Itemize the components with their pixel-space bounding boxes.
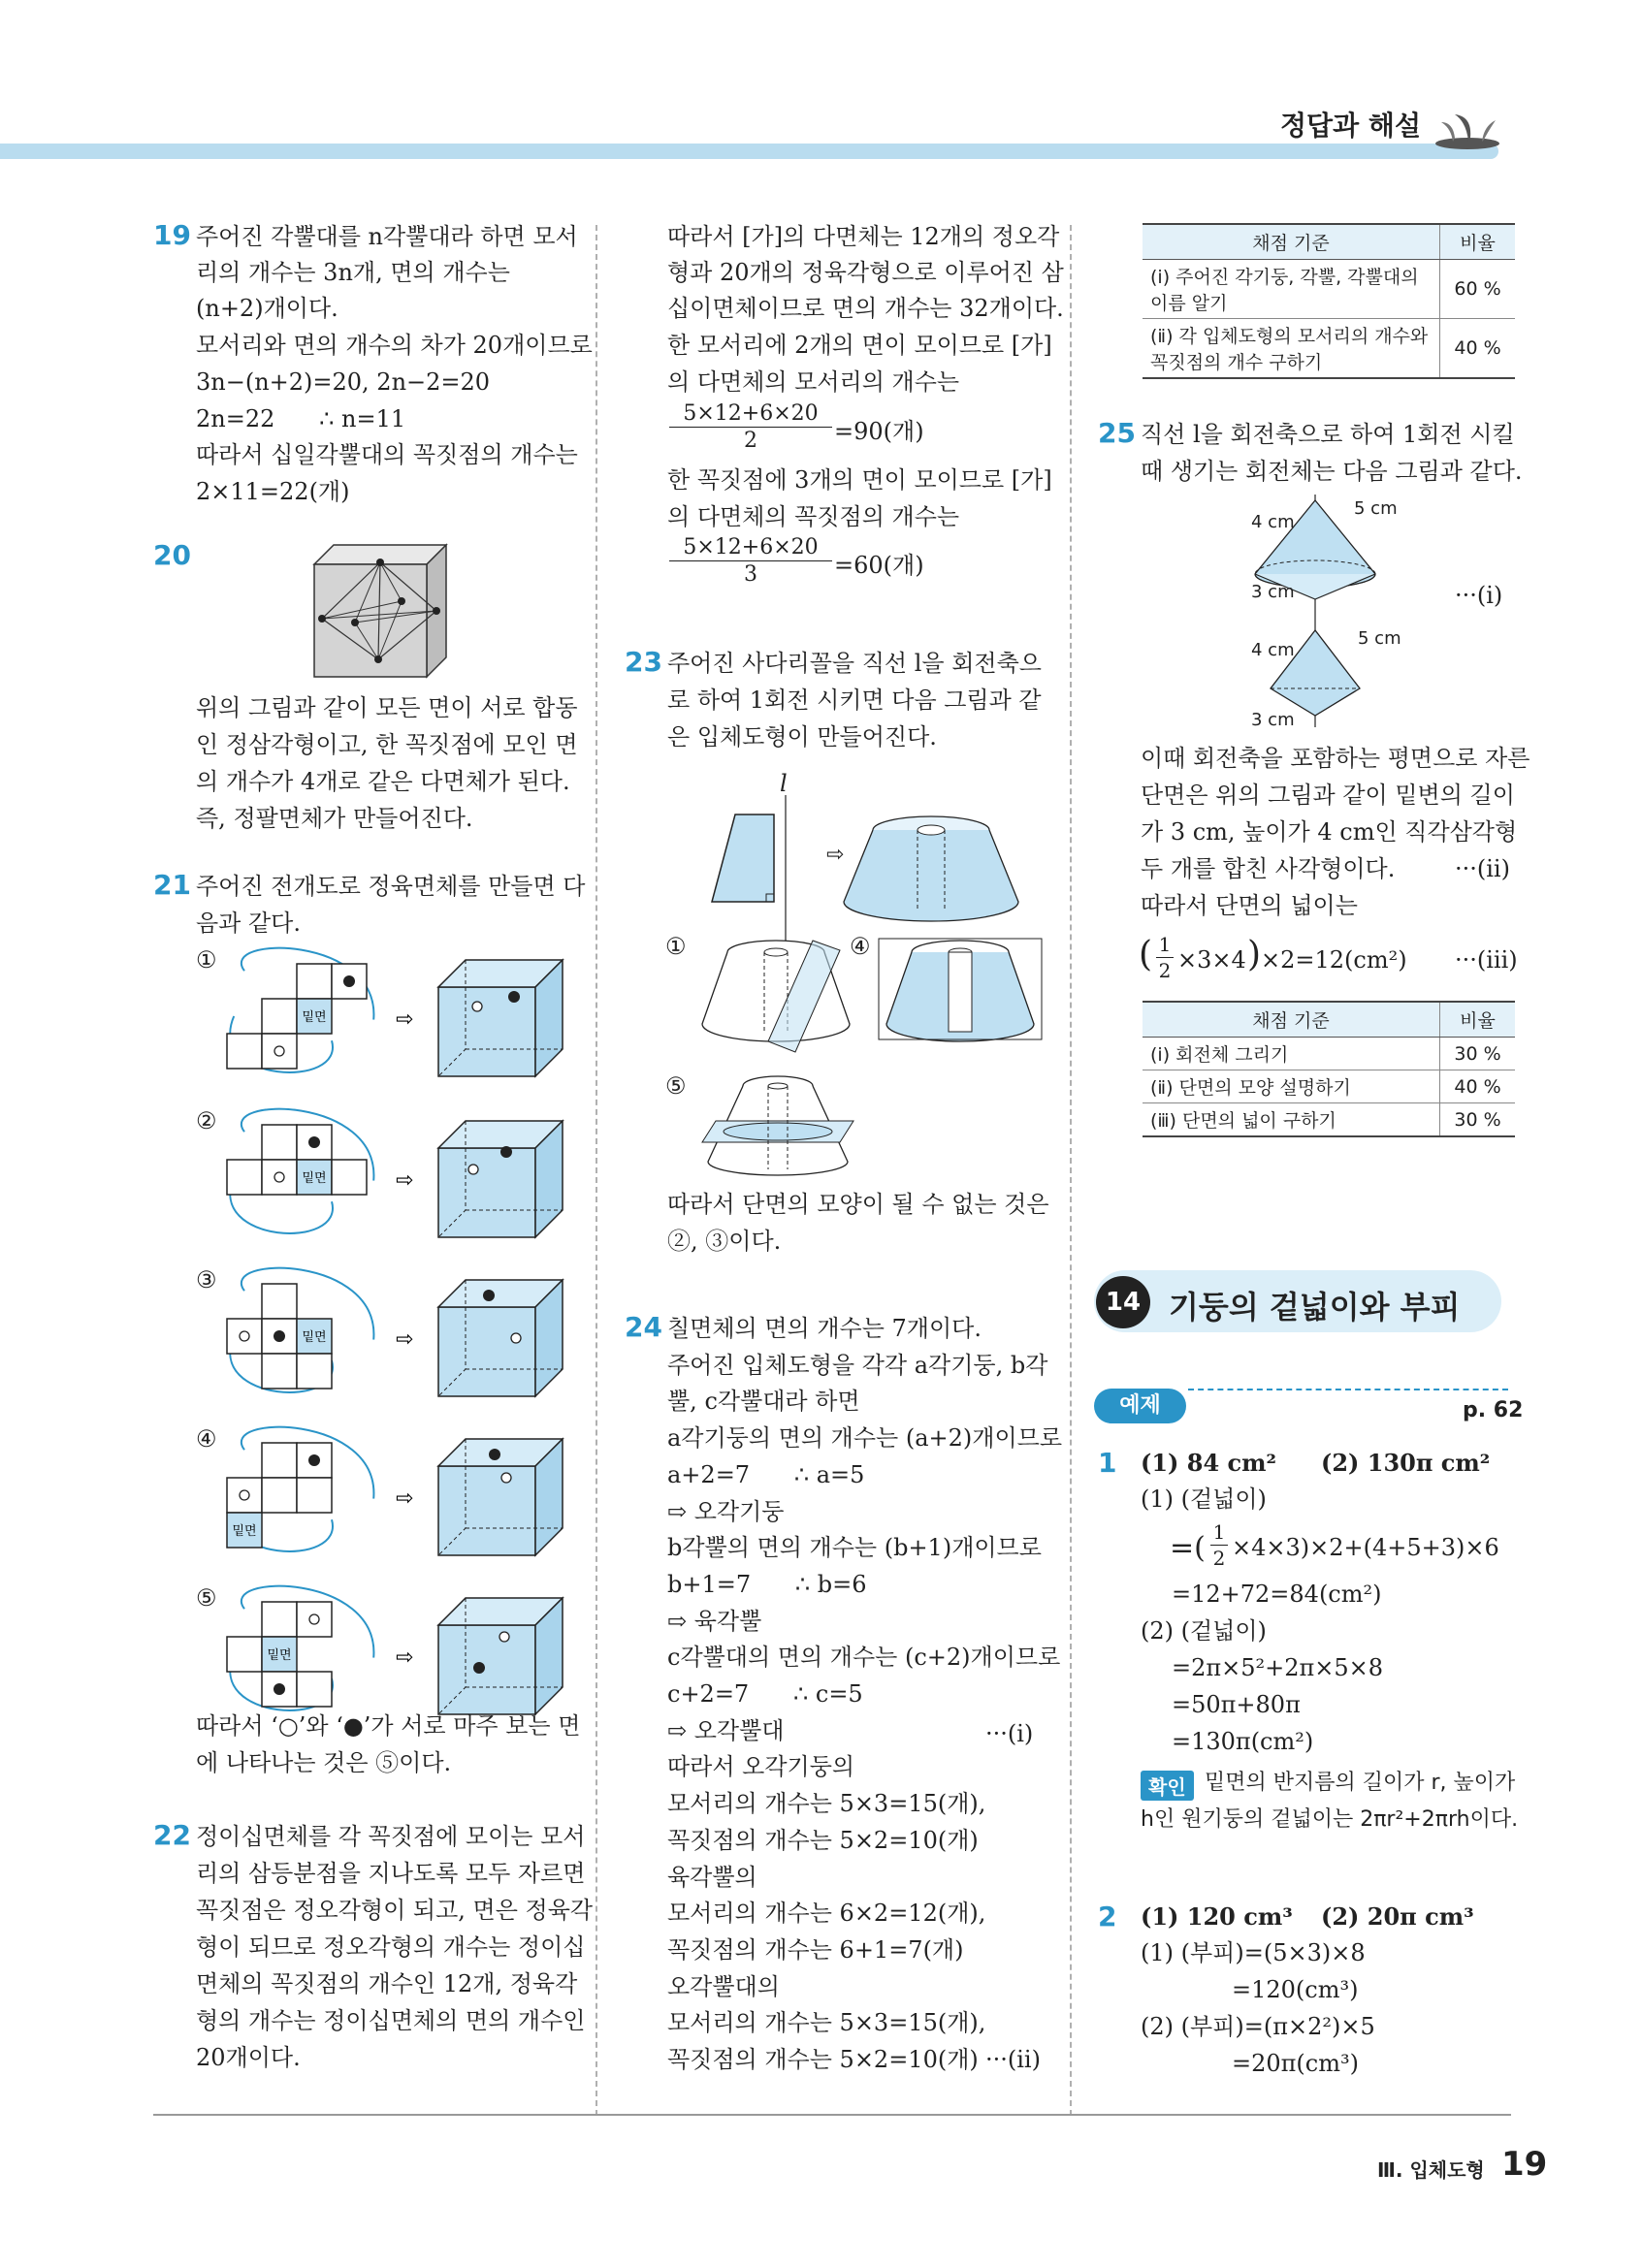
text-line: b각뿔의 면의 개수는 (b+1)개이므로 bbox=[667, 1534, 1042, 1562]
score-marker: ···(ⅱ) bbox=[1455, 855, 1510, 882]
text-line: 리의 삼등분점을 지나도록 모두 자르면 bbox=[196, 1860, 586, 1887]
answer: (2) 20π cm³ bbox=[1321, 1902, 1474, 1931]
table-row bbox=[1143, 260, 1515, 319]
area-expression: ×3×4 bbox=[1177, 946, 1246, 974]
text-line: =20π(cm³) bbox=[1232, 2050, 1359, 2077]
answer: (1) 84 cm² bbox=[1141, 1449, 1277, 1477]
score-marker: ···(ⅱ) bbox=[985, 2046, 1041, 2073]
text-line: (1) (부피)=(5×3)×8 bbox=[1141, 1939, 1366, 1966]
text-line: 모서리의 개수는 6×2=12(개), bbox=[667, 1900, 986, 1928]
problem-number-20: 20 bbox=[153, 539, 191, 571]
table-header: 비율 bbox=[1440, 224, 1516, 260]
area-expression: ×2=12(cm²) bbox=[1261, 946, 1407, 974]
table-row bbox=[1143, 319, 1515, 379]
fraction-numerator: 1 bbox=[1212, 1520, 1226, 1544]
option-label: ④ bbox=[196, 1425, 217, 1453]
text-line: 인 정삼각형이고, 한 꼭짓점에 모인 면 bbox=[196, 731, 578, 758]
example-tab: 예제 bbox=[1094, 1389, 1186, 1423]
table-cell: (ⅱ) 각 입체도형의 모서리의 개수와 꼭짓점의 개수 구하기 bbox=[1143, 319, 1440, 379]
text-line: 따라서 ‘○’와 ‘●’가 서로 마주 보는 면 bbox=[196, 1712, 581, 1740]
scoring-table-25 bbox=[1143, 1001, 1515, 1137]
svg-text:⇨: ⇨ bbox=[396, 1327, 414, 1352]
text-line: 주어진 입체도형을 각각 a각기둥, b각 bbox=[667, 1351, 1048, 1379]
svg-text:밑면: 밑면 bbox=[232, 1524, 257, 1539]
text-line: 꼭짓점의 개수는 6+1=7(개) bbox=[667, 1935, 964, 1964]
octahedron-in-cube-figure bbox=[312, 543, 448, 679]
svg-text:⇨: ⇨ bbox=[826, 843, 845, 867]
sprout-icon bbox=[1433, 109, 1501, 147]
text-line: 때 생기는 회전체는 다음 그림과 같다. bbox=[1141, 458, 1523, 485]
problem-number-23: 23 bbox=[625, 646, 662, 678]
header-title: 정답과 해설 bbox=[1280, 110, 1421, 142]
svg-text:⇨: ⇨ bbox=[396, 1645, 414, 1670]
text-line: 주어진 사다리꼴을 직선 l을 회전축으 bbox=[667, 650, 1042, 677]
text-line: (n+2)개이다. bbox=[196, 295, 338, 322]
text-line: (2) (겉넓이) bbox=[1141, 1617, 1267, 1645]
fraction-half bbox=[1210, 1520, 1228, 1570]
page-reference: p. 62 bbox=[1463, 1398, 1524, 1422]
dim-label: 3 cm bbox=[1251, 710, 1295, 730]
net-option-4 bbox=[223, 1429, 592, 1565]
text-line: 따라서 십일각뿔대의 꼭짓점의 개수는 bbox=[196, 441, 578, 468]
text-line: 에 나타나는 것은 ⑤이다. bbox=[196, 1749, 452, 1776]
score-marker: ···(ⅲ) bbox=[1455, 946, 1518, 974]
dim-label: 3 cm bbox=[1251, 582, 1295, 602]
text-line: ×4×3)×2+(4+5+3)×6 bbox=[1232, 1534, 1499, 1561]
text-line: 의 다면체의 모서리의 개수는 bbox=[667, 368, 960, 396]
text-line: 따라서 오각기둥의 bbox=[667, 1753, 855, 1781]
text-line: (1) (겉넓이) bbox=[1141, 1485, 1267, 1513]
fraction-denominator: 3 bbox=[744, 562, 757, 587]
fraction-numerator: 5×12+6×20 bbox=[683, 535, 819, 559]
text-line: =50π+80π bbox=[1172, 1691, 1301, 1718]
table-cell: 30 % bbox=[1440, 1038, 1516, 1070]
net-option-2 bbox=[223, 1111, 592, 1247]
net-option-5 bbox=[223, 1588, 592, 1724]
problem-number-24: 24 bbox=[625, 1311, 662, 1343]
text-line: =130π(cm²) bbox=[1172, 1728, 1314, 1755]
net-option-1 bbox=[223, 950, 592, 1086]
table-cell: 40 % bbox=[1440, 319, 1516, 379]
dim-label: 4 cm bbox=[1251, 512, 1295, 532]
fraction-denominator: 2 bbox=[744, 429, 757, 453]
text-line: 로 하여 1회전 시키면 다음 그림과 같 bbox=[667, 687, 1042, 714]
text-line: 두 개를 합친 사각형이다. bbox=[1141, 855, 1396, 882]
score-marker: ···(ⅰ) bbox=[1455, 582, 1503, 609]
text-line: 한 모서리에 2개의 면이 모이므로 [가] bbox=[667, 332, 1052, 359]
table-header: 채점 기준 bbox=[1143, 1002, 1440, 1038]
text-line: ⇨ 오각뿔대 bbox=[667, 1716, 785, 1744]
text-line: 즉, 정팔면체가 만들어진다. bbox=[196, 805, 473, 832]
problem-number-22: 22 bbox=[153, 1819, 191, 1851]
text-line: h인 원기둥의 겉넓이는 2πr²+2πrh이다. bbox=[1141, 1807, 1519, 1832]
text-line: 모서리와 면의 개수의 차가 20개이므로 bbox=[196, 332, 593, 359]
problem-number-25: 25 bbox=[1098, 417, 1136, 449]
text-line: 육각뿔의 bbox=[667, 1863, 757, 1891]
text-line: 가 3 cm, 높이가 4 cm인 직각삼각형 bbox=[1141, 818, 1518, 846]
svg-text:⇨: ⇨ bbox=[396, 1168, 414, 1193]
example-number-2: 2 bbox=[1098, 1901, 1117, 1933]
table-header: 채점 기준 bbox=[1143, 224, 1440, 260]
text-line: 밑면의 반지름의 길이가 r, 높이가 bbox=[1205, 1771, 1516, 1795]
table-cell: 40 % bbox=[1440, 1070, 1516, 1103]
text-line: 형과 20개의 정육각형으로 이루어진 삼 bbox=[667, 259, 1064, 286]
option-label: ④ bbox=[850, 933, 871, 960]
header-bar bbox=[0, 144, 1498, 159]
paren-close: ) bbox=[1247, 935, 1262, 974]
table-row bbox=[1143, 1103, 1515, 1137]
text-line: 의 다면체의 꼭짓점의 개수는 bbox=[667, 503, 960, 530]
cross-section-options-1-4 bbox=[689, 931, 1057, 1057]
text-line: ⇨ 육각뿔 bbox=[667, 1607, 762, 1635]
fraction-denominator: 2 bbox=[1212, 1547, 1226, 1570]
section-badge: 14강 bbox=[1096, 1276, 1150, 1328]
text-line: b+1=7 ∴ b=6 bbox=[667, 1570, 867, 1598]
column-divider-2 bbox=[1070, 225, 1072, 2116]
text-line: 꼭짓점은 정오각형이 되고, 면은 정육각 bbox=[196, 1897, 594, 1924]
text-line: 3n−(n+2)=20, 2n−2=20 bbox=[196, 368, 491, 396]
option-label: ① bbox=[196, 946, 217, 974]
axis-label: l bbox=[780, 770, 788, 797]
text-line: 단면은 위의 그림과 같이 밑변의 길이 bbox=[1141, 782, 1515, 809]
option-label: ② bbox=[196, 1107, 217, 1134]
dim-label: 4 cm bbox=[1251, 640, 1295, 660]
text-line: 형이 되므로 정오각형의 개수는 정이십 bbox=[196, 1933, 586, 1961]
footer-chapter: Ⅲ. 입체도형 bbox=[1377, 2158, 1485, 2182]
text-line: 면체의 꼭짓점의 개수인 12개, 정육각 bbox=[196, 1970, 578, 1997]
answer: (2) 130π cm² bbox=[1321, 1449, 1491, 1477]
text-line: =120(cm³) bbox=[1232, 1976, 1359, 2003]
cross-section-option-5 bbox=[698, 1072, 863, 1179]
paren-open: ( bbox=[1139, 935, 1153, 974]
option-label: ① bbox=[665, 933, 687, 960]
trapezoid-rotation-figure bbox=[708, 795, 1096, 950]
text-line: =12+72=84(cm²) bbox=[1172, 1581, 1382, 1608]
text-line: 오각뿔대의 bbox=[667, 1972, 780, 2000]
text-line: 주어진 전개도로 정육면체를 만들면 다 bbox=[196, 873, 586, 900]
svg-text:밑면: 밑면 bbox=[302, 1171, 327, 1186]
problem-number-21: 21 bbox=[153, 869, 191, 901]
text-line: 리의 개수는 3n개, 면의 개수는 bbox=[196, 259, 510, 286]
fraction-denominator: 2 bbox=[1158, 959, 1172, 982]
text-line: =2π×5²+2π×5×8 bbox=[1172, 1654, 1384, 1681]
example-number-1: 1 bbox=[1098, 1447, 1117, 1479]
problem-number-19: 19 bbox=[153, 219, 191, 251]
fraction-vertices bbox=[669, 535, 832, 587]
text-line: a+2=7 ∴ a=5 bbox=[667, 1460, 865, 1488]
text-line: 따라서 [가]의 다면체는 12개의 정오각 bbox=[667, 223, 1060, 250]
fraction-result: =90(개) bbox=[834, 418, 924, 445]
text-line: c+2=7 ∴ c=5 bbox=[667, 1680, 863, 1708]
scoring-table-24 bbox=[1143, 223, 1515, 379]
text-line: 직선 l을 회전축으로 하여 1회전 시킬 bbox=[1141, 421, 1515, 448]
text-line: 2×11=22(개) bbox=[196, 478, 350, 505]
svg-text:⇨: ⇨ bbox=[396, 1007, 414, 1032]
svg-text:밑면: 밑면 bbox=[302, 1010, 327, 1025]
table-cell: (ⅲ) 단면의 넓이 구하기 bbox=[1143, 1103, 1440, 1137]
text-line: 위의 그림과 같이 모든 면이 서로 합동 bbox=[196, 694, 578, 721]
dim-label: 5 cm bbox=[1354, 498, 1398, 519]
option-label: ⑤ bbox=[196, 1584, 217, 1612]
text-line: 2n=22 ∴ n=11 bbox=[196, 405, 406, 432]
table-cell: (ⅰ) 주어진 각기둥, 각뿔, 각뿔대의 이름 알기 bbox=[1143, 260, 1440, 319]
text-line: (2) (부피)=(π×2²)×5 bbox=[1141, 2013, 1375, 2040]
table-cell: 60 % bbox=[1440, 260, 1516, 319]
text-line: 십이면체이므로 면의 개수는 32개이다. bbox=[667, 295, 1064, 322]
text-line: 따라서 단면의 넓이는 bbox=[1141, 892, 1358, 919]
text-line: 이때 회전축을 포함하는 평면으로 자른 bbox=[1141, 745, 1530, 772]
table-cell: (ⅰ) 회전체 그리기 bbox=[1143, 1038, 1440, 1070]
text-line: 음과 같다. bbox=[196, 910, 301, 937]
fraction-half bbox=[1156, 933, 1174, 982]
check-tag: 확인 bbox=[1141, 1771, 1194, 1801]
text-line: =( bbox=[1170, 1531, 1206, 1565]
column-divider-1 bbox=[596, 225, 597, 2116]
text-line: 모서리의 개수는 5×3=15(개), bbox=[667, 2009, 986, 2037]
text-line: 20개이다. bbox=[196, 2044, 301, 2071]
net-option-3 bbox=[223, 1270, 592, 1406]
fraction-numerator: 1 bbox=[1158, 933, 1172, 956]
page-number: 19 bbox=[1501, 2145, 1548, 2184]
svg-text:밑면: 밑면 bbox=[267, 1648, 292, 1663]
text-line: 의 개수가 4개로 같은 다면체가 된다. bbox=[196, 768, 570, 795]
text-line: 모서리의 개수는 5×3=15(개), bbox=[667, 1790, 986, 1818]
option-label: ③ bbox=[196, 1266, 217, 1294]
svg-text:⇨: ⇨ bbox=[396, 1486, 414, 1511]
dim-label: 5 cm bbox=[1358, 628, 1401, 649]
text-line: 주어진 각뿔대를 n각뿔대라 하면 모서 bbox=[196, 223, 578, 250]
text-line: 정이십면체를 각 꼭짓점에 모이는 모서 bbox=[196, 1823, 586, 1850]
answer: (1) 120 cm³ bbox=[1141, 1902, 1293, 1931]
fraction-result: =60(개) bbox=[834, 552, 924, 579]
text-line: c각뿔대의 면의 개수는 (c+2)개이므로 bbox=[667, 1644, 1061, 1672]
fraction-edges bbox=[669, 401, 832, 453]
text-line: ②, ③이다. bbox=[667, 1228, 782, 1255]
text-line: a각기둥의 면의 개수는 (a+2)개이므로 bbox=[667, 1424, 1063, 1453]
text-line: 꼭짓점의 개수는 5×2=10(개) bbox=[667, 2046, 979, 2073]
table-cell: 30 % bbox=[1440, 1103, 1516, 1137]
text-line: 따라서 단면의 모양이 될 수 없는 것은 bbox=[667, 1191, 1049, 1218]
section-title: 기둥의 겉넓이와 부피 bbox=[1169, 1289, 1461, 1326]
table-row bbox=[1143, 1038, 1515, 1070]
text-line: ⇨ 오각기둥 bbox=[667, 1497, 785, 1525]
bottom-rule bbox=[153, 2114, 1511, 2116]
fraction-numerator: 5×12+6×20 bbox=[683, 401, 819, 426]
table-row bbox=[1143, 1070, 1515, 1103]
text-line: 은 입체도형이 만들어진다. bbox=[667, 723, 937, 751]
text-line: 형의 개수는 정이십면체의 면의 개수인 bbox=[196, 2007, 586, 2034]
text-line: 칠면체의 면의 개수는 7개이다. bbox=[667, 1315, 982, 1342]
text-line: 꼭짓점의 개수는 5×2=10(개) bbox=[667, 1826, 979, 1854]
text-line: 한 꼭짓점에 3개의 면이 모이므로 [가] bbox=[667, 466, 1052, 494]
example-rule bbox=[1188, 1389, 1508, 1390]
text-line: 뿔, c각뿔대라 하면 bbox=[667, 1388, 860, 1416]
table-header: 비율 bbox=[1440, 1002, 1516, 1038]
score-marker: ···(ⅰ) bbox=[985, 1720, 1034, 1747]
option-label: ⑤ bbox=[665, 1072, 687, 1100]
table-cell: (ⅱ) 단면의 모양 설명하기 bbox=[1143, 1070, 1440, 1103]
svg-text:밑면: 밑면 bbox=[302, 1330, 327, 1345]
